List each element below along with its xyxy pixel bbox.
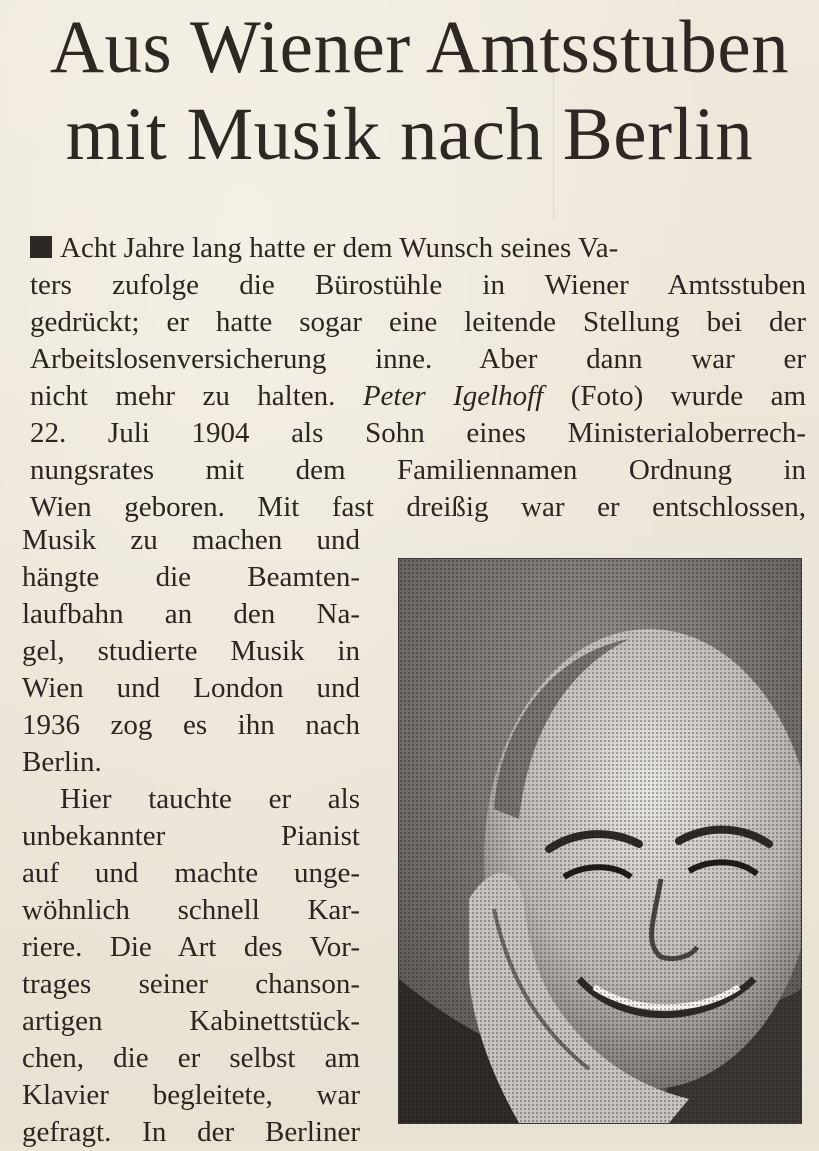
intro-line-text: Acht Jahre lang hatte er dem Wunsch seines Va-: [60, 232, 619, 264]
intro-line-text: Arbeitslosenversicherung inne. Aber dann war er: [30, 343, 806, 375]
column-line-text: auf und machte unge-: [22, 857, 360, 889]
column-line: [22, 966, 360, 1003]
intro-line-text: 22. Juli 1904 als Sohn eines Ministerialoberrech-: [30, 417, 806, 449]
column-line: [22, 670, 360, 707]
column-line: [22, 1114, 360, 1151]
column-line-text: Berlin.: [22, 746, 102, 778]
column-line: [22, 855, 360, 892]
column-line-text: riere. Die Art des Vor-: [22, 931, 360, 963]
column-line-text: chen, die er selbst am: [22, 1042, 360, 1074]
intro-line-text: Wien geboren. Mit fast dreißig war er entschlossen,: [30, 491, 806, 523]
column-line-text: Musik zu machen und: [22, 524, 360, 556]
column-line: [22, 892, 360, 929]
column-line: [22, 1003, 360, 1040]
column-line: [22, 707, 360, 744]
portrait-photo: [398, 558, 802, 1124]
column-line-text: gefragt. In der Berliner: [22, 1116, 360, 1148]
column-line-text: gel, studierte Musik in: [22, 635, 360, 667]
portrait-image: [399, 559, 801, 1123]
intro-line-text: nungsrates mit dem Familiennamen Ordnung in: [30, 454, 806, 486]
column-line-text: Hier tauchte er als: [60, 783, 360, 815]
left-column-text: [22, 522, 360, 1151]
column-line: [22, 559, 360, 596]
intro-line: [30, 341, 806, 378]
column-line-text: hängte die Beamten-: [22, 561, 360, 593]
column-line: [22, 596, 360, 633]
intro-line: [30, 452, 806, 489]
intro-paragraph: [30, 230, 806, 526]
intro-line: [30, 489, 806, 526]
intro-line: [30, 267, 806, 304]
column-line-text: artigen Kabinettstück-: [22, 1005, 360, 1037]
column-line-text: Wien und London und: [22, 672, 360, 704]
headline-line-1: Aus Wiener Amtsstuben: [49, 6, 790, 89]
column-line: [22, 1040, 360, 1077]
column-line: [22, 633, 360, 670]
person-name: Peter Igelhoff: [362, 380, 544, 412]
column-line-text: unbekannter Pianist: [22, 820, 360, 852]
intro-line: [30, 230, 806, 267]
intro-line-text: nicht mehr zu halten.: [30, 380, 336, 412]
headline-line-2: mit Musik nach Berlin: [65, 93, 754, 176]
paragraph-bullet-icon: [30, 236, 52, 258]
column-line: [22, 818, 360, 855]
intro-line: [30, 304, 806, 341]
column-line-text: wöhnlich schnell Kar-: [22, 894, 360, 926]
column-line: [22, 781, 360, 818]
column-line-text: 1936 zog es ihn nach: [22, 709, 360, 741]
column-line-text: trages seiner chanson-: [22, 968, 360, 1000]
column-line: [22, 744, 360, 781]
intro-line-text: ters zufolge die Bürostühle in Wiener Amtsstuben: [30, 269, 806, 301]
column-line-text: Klavier begleitete, war: [22, 1079, 360, 1111]
column-line: [22, 1077, 360, 1114]
column-line: [22, 929, 360, 966]
column-line: [22, 522, 360, 559]
intro-line: [30, 415, 806, 452]
intro-line-text: gedrückt; er hatte sogar eine leitende Stellung bei der: [30, 306, 806, 338]
intro-line-text: (Foto) wurde am: [570, 380, 807, 412]
column-line-text: laufbahn an den Na-: [22, 598, 360, 630]
intro-line: [30, 378, 806, 415]
